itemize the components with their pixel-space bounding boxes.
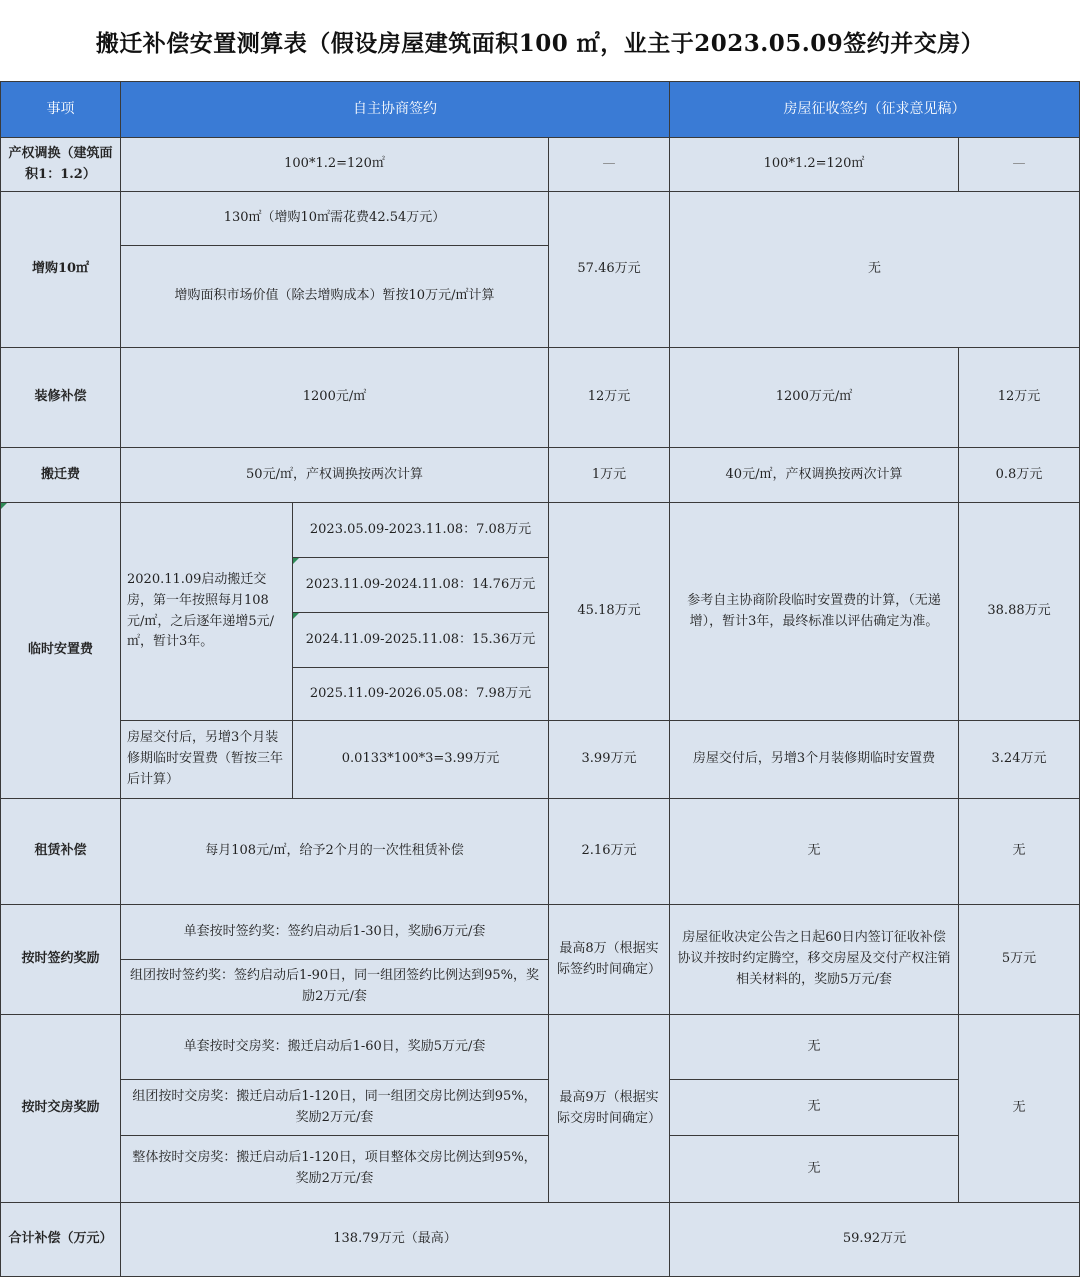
relocation-fee-exp-amount: 0.8万元 bbox=[958, 447, 1080, 503]
sign-bonus-neg-single: 单套按时签约奖：签约启动后1-30日，奖励6万元/套 bbox=[120, 904, 549, 960]
sign-bonus-neg-group: 组团按时签约奖：签约启动后1-90日，同一组团签约比例达到95%，奖励2万元/套 bbox=[120, 959, 549, 1015]
property-swap-neg-detail: 100*1.2=120㎡ bbox=[120, 137, 549, 192]
decoration-exp-detail: 1200万元/㎡ bbox=[669, 347, 959, 448]
comment-marker bbox=[1, 503, 7, 509]
rent-neg-detail: 每月108元/㎡，给予2个月的一次性租赁补偿 bbox=[120, 798, 549, 905]
temp-housing-exp-extra-amount: 3.24万元 bbox=[958, 720, 1080, 799]
handover-bonus-exp-amount: 无 bbox=[958, 1014, 1080, 1203]
handover-bonus-exp-2: 无 bbox=[669, 1079, 959, 1136]
row-label-extra-purchase: 增购10㎡ bbox=[0, 191, 121, 348]
row-label-rent: 租赁补偿 bbox=[0, 798, 121, 905]
row-label-property-swap: 产权调换（建筑面积1：1.2） bbox=[0, 137, 121, 192]
page-title: 搬迁补偿安置测算表（假设房屋建筑面积100 ㎡，业主于2023.05.09签约并交房） bbox=[0, 0, 1080, 82]
relocation-fee-neg-detail: 50元/㎡，产权调换按两次计算 bbox=[120, 447, 549, 503]
handover-bonus-neg-single: 单套按时交房奖：搬迁启动后1-60日，奖励5万元/套 bbox=[120, 1014, 549, 1080]
sign-bonus-exp-detail: 房屋征收决定公告之日起60日内签订征收补偿协议并按时约定腾空，移交房屋及交付产权注销相关材料的，奖励5万元/套 bbox=[669, 904, 959, 1015]
sign-bonus-exp-amount: 5万元 bbox=[958, 904, 1080, 1015]
header-expropriation: 房屋征收签约（征求意见稿） bbox=[669, 81, 1080, 138]
temp-housing-neg-amount: 45.18万元 bbox=[548, 502, 670, 721]
temp-housing-period-4: 2025.11.09-2026.05.08：7.98万元 bbox=[292, 667, 549, 721]
sign-bonus-neg-amount: 最高8万（根据实际签约时间确定） bbox=[548, 904, 670, 1015]
comment-marker bbox=[293, 613, 299, 619]
handover-bonus-neg-whole: 整体按时交房奖：搬迁启动后1-120日，项目整体交房比例达到95%，奖励2万元/套 bbox=[120, 1135, 549, 1203]
temp-housing-period-1: 2023.05.09-2023.11.08：7.08万元 bbox=[292, 502, 549, 558]
temp-housing-exp-extra-detail: 房屋交付后，另增3个月装修期临时安置费 bbox=[669, 720, 959, 799]
row-label-handover-bonus: 按时交房奖励 bbox=[0, 1014, 121, 1203]
header-item: 事项 bbox=[0, 81, 121, 138]
property-swap-neg-amount: — bbox=[548, 137, 670, 192]
handover-bonus-neg-amount: 最高9万（根据实际交房时间确定） bbox=[548, 1014, 670, 1203]
row-label-total: 合计补偿（万元） bbox=[0, 1202, 121, 1277]
temp-housing-exp-detail: 参考自主协商阶段临时安置费的计算，（无递增），暂计3年，最终标准以评估确定为准。 bbox=[669, 502, 959, 721]
total-expropriation: 59.92万元 bbox=[669, 1202, 1080, 1277]
rent-exp-detail: 无 bbox=[669, 798, 959, 905]
temp-housing-exp-amount: 38.88万元 bbox=[958, 502, 1080, 721]
handover-bonus-exp-3: 无 bbox=[669, 1135, 959, 1203]
property-swap-exp-detail: 100*1.2=120㎡ bbox=[669, 137, 959, 192]
comment-marker bbox=[293, 558, 299, 564]
temp-housing-extra-amount: 3.99万元 bbox=[548, 720, 670, 799]
handover-bonus-exp-1: 无 bbox=[669, 1014, 959, 1080]
extra-purchase-exp-detail: 无 bbox=[669, 191, 1080, 348]
decoration-neg-detail: 1200元/㎡ bbox=[120, 347, 549, 448]
decoration-exp-amount: 12万元 bbox=[958, 347, 1080, 448]
temp-housing-period-2: 2023.11.09-2024.11.08：14.76万元 bbox=[292, 557, 549, 613]
extra-purchase-neg-detail-2: 增购面积市场价值（除去增购成本）暂按10万元/㎡计算 bbox=[120, 245, 549, 348]
temp-housing-neg-rule: 2020.11.09启动搬迁交房，第一年按照每月108元/㎡，之后逐年递增5元/㎡，暂计3年。 bbox=[120, 502, 293, 721]
total-negotiated: 138.79万元（最高） bbox=[120, 1202, 670, 1277]
row-label-relocation-fee: 搬迁费 bbox=[0, 447, 121, 503]
handover-bonus-neg-group: 组团按时交房奖：搬迁启动后1-120日，同一组团交房比例达到95%，奖励2万元/套 bbox=[120, 1079, 549, 1136]
relocation-fee-neg-amount: 1万元 bbox=[548, 447, 670, 503]
header-negotiated: 自主协商签约 bbox=[120, 81, 670, 138]
extra-purchase-neg-detail-1: 130㎡（增购10㎡需花费42.54万元） bbox=[120, 191, 549, 246]
relocation-fee-exp-detail: 40元/㎡，产权调换按两次计算 bbox=[669, 447, 959, 503]
temp-housing-extra-calc: 0.0133*100*3=3.99万元 bbox=[292, 720, 549, 799]
rent-exp-amount: 无 bbox=[958, 798, 1080, 905]
rent-neg-amount: 2.16万元 bbox=[548, 798, 670, 905]
temp-housing-period-3: 2024.11.09-2025.11.08：15.36万元 bbox=[292, 612, 549, 668]
row-label-temp-housing: 临时安置费 bbox=[0, 502, 121, 799]
extra-purchase-neg-amount: 57.46万元 bbox=[548, 191, 670, 348]
temp-housing-extra-rule: 房屋交付后，另增3个月装修期临时安置费（暂按三年后计算） bbox=[120, 720, 293, 799]
row-label-decoration: 装修补偿 bbox=[0, 347, 121, 448]
property-swap-exp-amount: — bbox=[958, 137, 1080, 192]
decoration-neg-amount: 12万元 bbox=[548, 347, 670, 448]
row-label-sign-bonus: 按时签约奖励 bbox=[0, 904, 121, 1015]
